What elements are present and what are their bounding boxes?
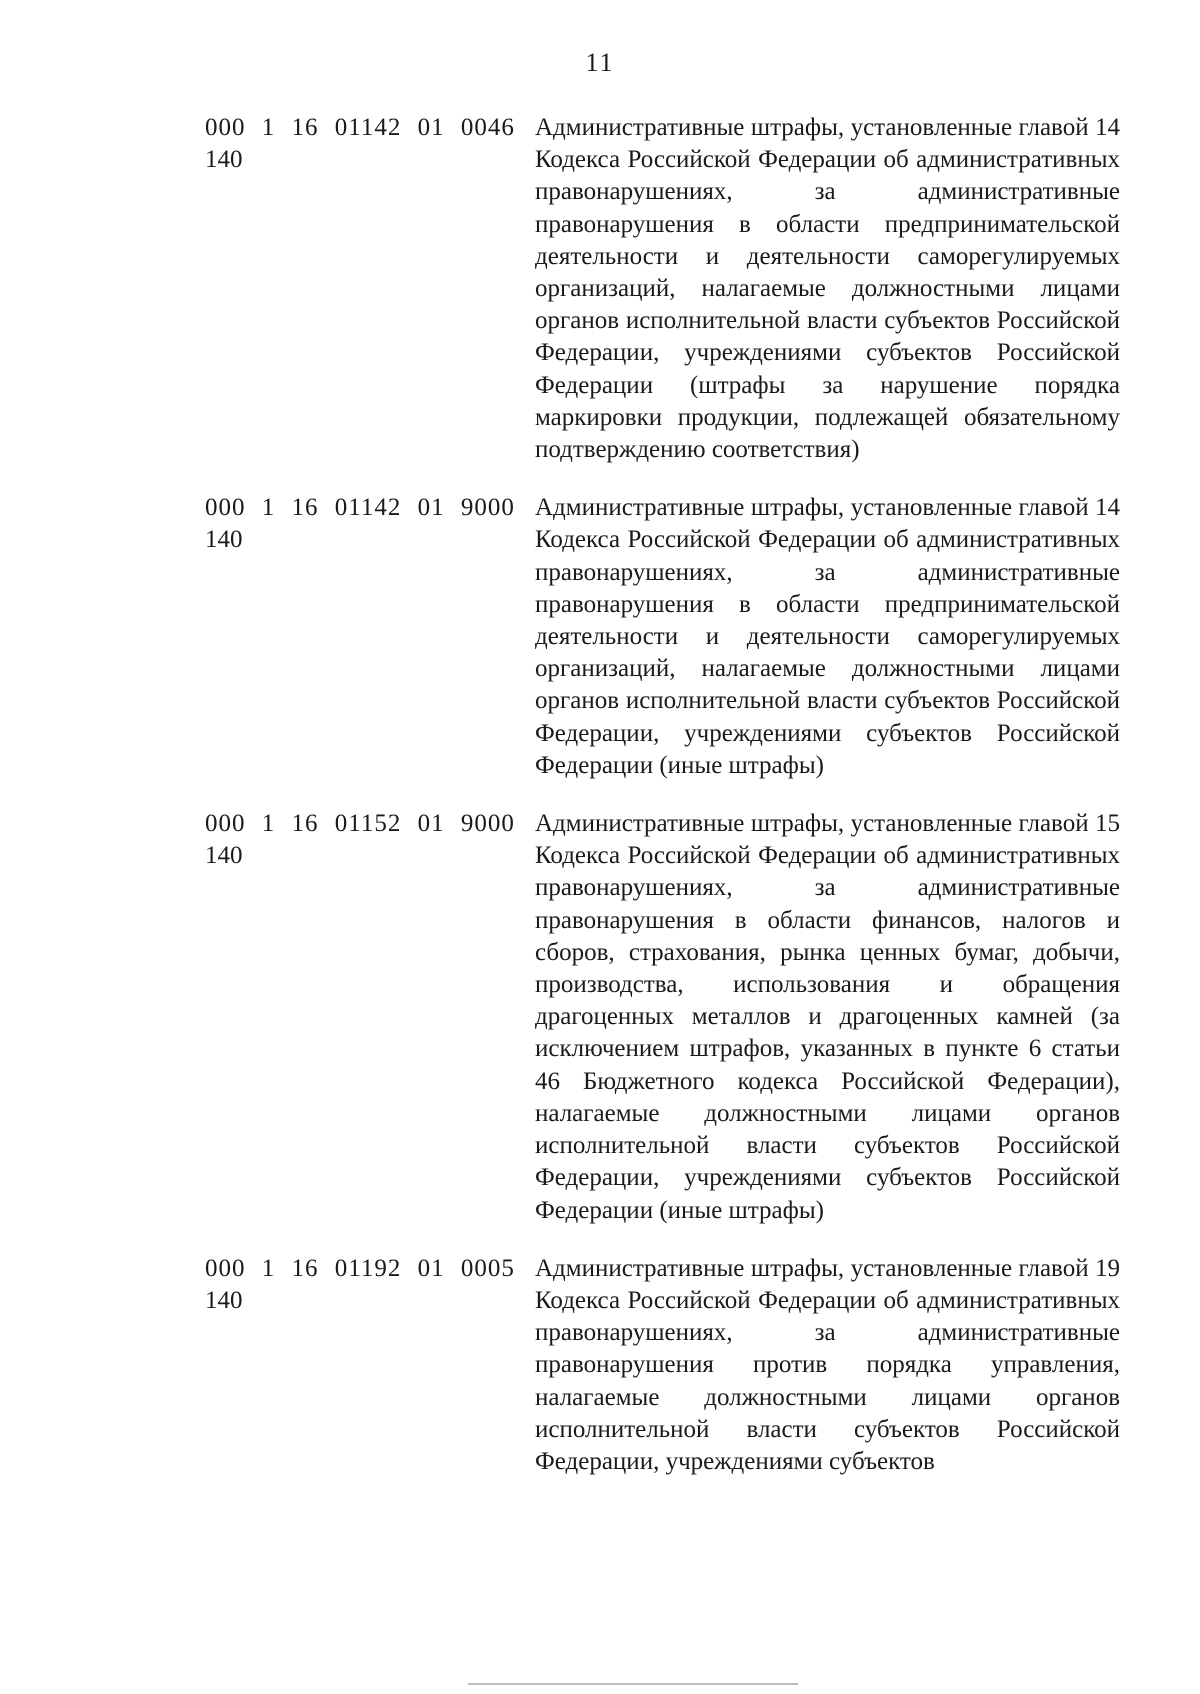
code-main: 000 1 16 01142 01 0046 [205, 114, 515, 141]
code-main: 000 1 16 01142 01 9000 [205, 494, 515, 522]
table-row [205, 112, 1140, 466]
code-description: Административные штрафы, установленные главой 19 Кодекса Российской Федерации об административных правонарушениях, за административные правонарушения против порядка управления, налагаемые должностными лицами органов исполнительной власти субъектов Российской Федерации, учреждениями субъектов [535, 1254, 1120, 1475]
budget-classification-code [205, 1253, 535, 1478]
table-row [205, 808, 1140, 1227]
page-number: 11 [585, 48, 615, 77]
code-tail: 140 [205, 526, 243, 554]
budget-classification-code [205, 492, 535, 782]
budget-classification-code [205, 808, 535, 1227]
code-description: Административные штрафы, установленные главой 14 Кодекса Российской Федерации об административных правонарушениях, за административные правонарушения в области предпринимательской деятельности и деятельности саморегулируемых организаций, налагаемые должностными лицами органов исполнительной власти субъектов Российской Федерации, учреждениями субъектов Российской Федерации (иные штрафы) [535, 494, 1120, 779]
scan-edge-line [468, 1683, 798, 1685]
code-description: Административные штрафы, установленные главой 14 Кодекса Российской Федерации об административных правонарушениях, за административные правонарушения в области предпринимательской деятельности и деятельности саморегулируемых организаций, налагаемые должностными лицами органов исполнительной власти субъектов Российской Федерации, учреждениями субъектов Российской Федерации (штрафы за нарушение порядка маркировки продукции, подлежащей обязательному подтверждению соответствия) [535, 114, 1120, 464]
table-row [205, 1253, 1140, 1478]
code-tail: 140 [205, 1286, 243, 1314]
code-tail: 140 [205, 146, 243, 174]
budget-code-table [205, 112, 1140, 1504]
table-row [205, 492, 1140, 782]
budget-classification-code [205, 112, 535, 466]
code-main: 000 1 16 01192 01 0005 [205, 1254, 515, 1282]
code-main: 000 1 16 01152 01 9000 [205, 810, 515, 838]
code-tail: 140 [205, 842, 243, 870]
code-description: Административные штрафы, установленные главой 15 Кодекса Российской Федерации об административных правонарушениях, за административные правонарушения в области финансов, налогов и сборов, страхования, рынка ценных бумаг, добычи, производства, использования и обращения драгоценных металлов и драгоценных камней (за исключением штрафов, указанных в пункте 6 статьи 46 Бюджетного кодекса Российской Федерации), налагаемые должностными лицами органов исполнительной власти субъектов Российской Федерации, учреждениями субъектов Российской Федерации (иные штрафы) [535, 810, 1120, 1224]
